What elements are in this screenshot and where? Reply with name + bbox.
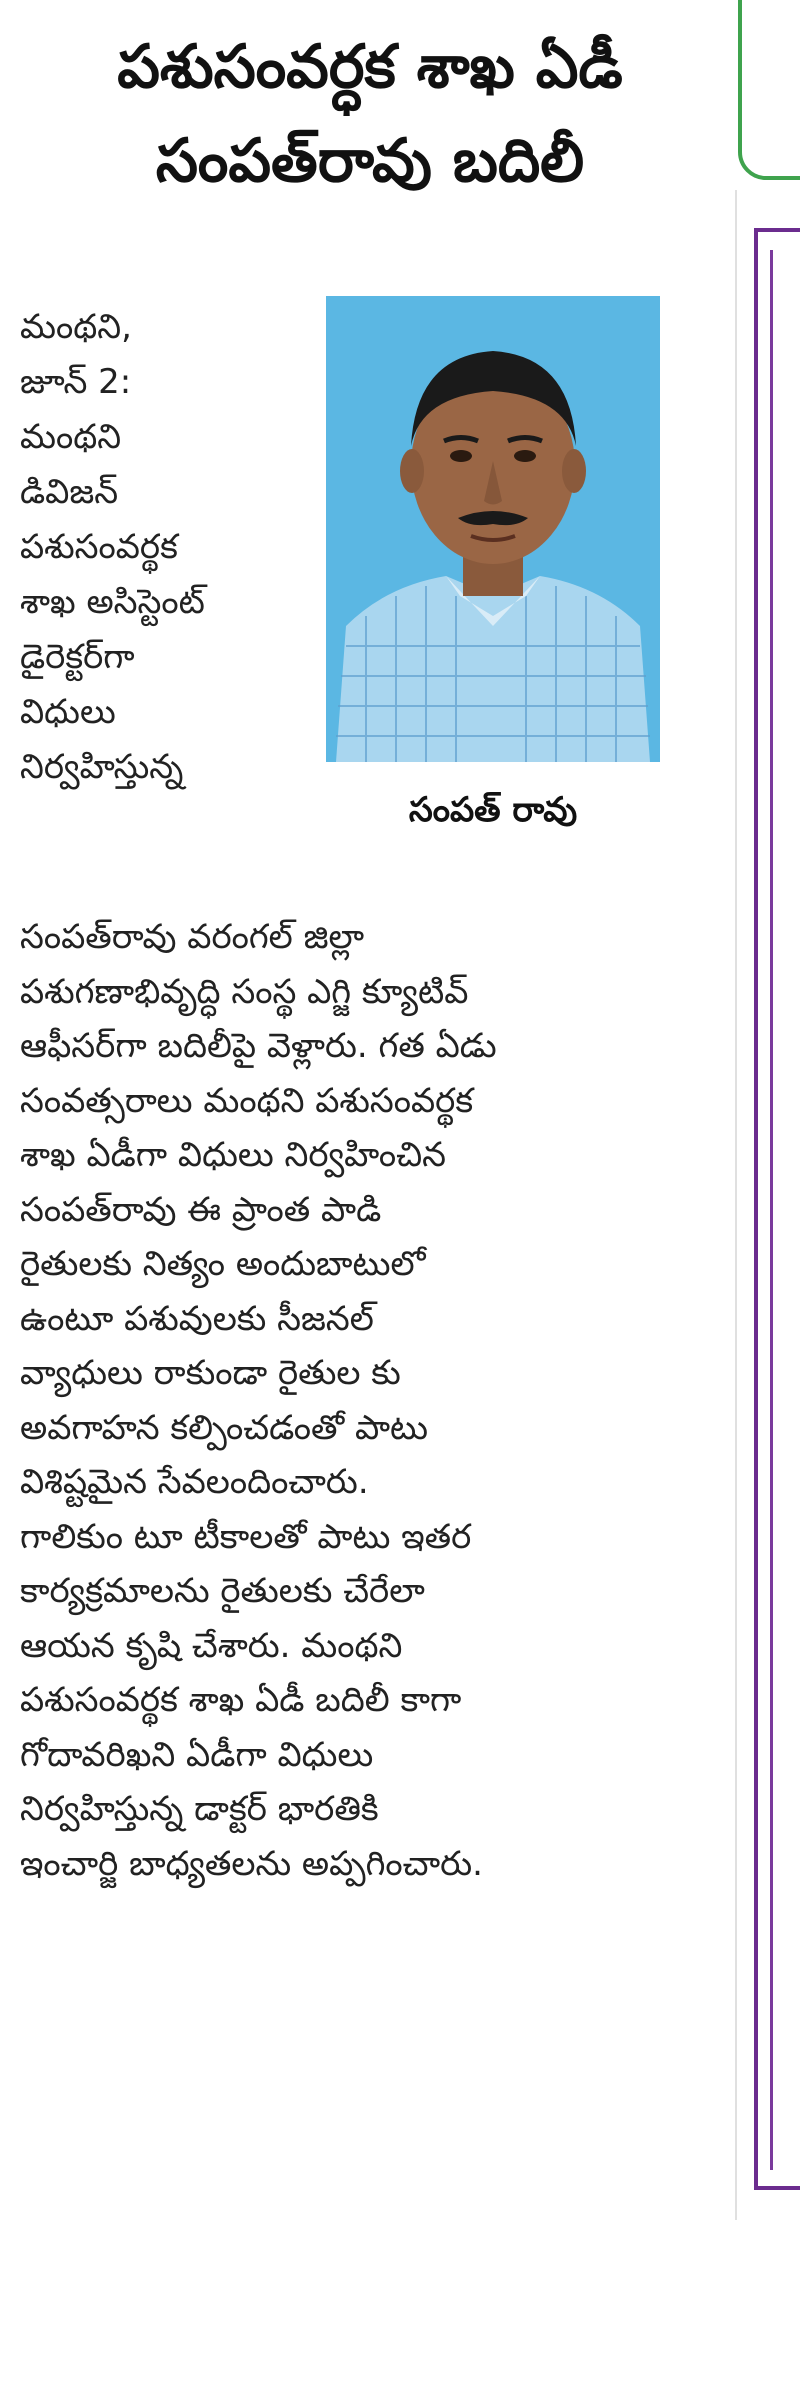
body-line: ఆఫీసర్‌గా బదిలీపై వెళ్లారు. గత ఏడు xyxy=(20,1026,497,1066)
body-line: రైతులకు నిత్యం అందుబాటులో xyxy=(20,1244,426,1284)
body-line: సంపత్‌రావు వరంగల్ జిల్లా xyxy=(20,917,365,957)
body-line: శాఖ ఏడీగా విధులు నిర్వహించిన xyxy=(20,1135,447,1175)
article-body-narrow-column xyxy=(20,300,320,795)
body-line: వ్యాధులు రాకుండా రైతుల కు xyxy=(20,1353,401,1393)
headline-line-2: సంపత్‌రావు బదిలీ xyxy=(155,126,585,196)
body-line: గాలికుం టూ టీకాలతో పాటు ఇతర xyxy=(20,1516,472,1557)
body-line: ఇంచార్జి బాధ్యతలను అప్పగించారు. xyxy=(20,1843,483,1884)
body-line: నిర్వహిస్తున్న xyxy=(20,747,184,787)
photo-caption: సంపత్ రావు xyxy=(408,790,578,830)
body-line: పశుసంవర్థక శాఖ ఏడీ బదిలీ కాగా xyxy=(20,1680,462,1720)
body-line: సంపత్‌రావు ఈ ప్రాంత పాడి xyxy=(20,1189,382,1230)
portrait-illustration xyxy=(326,296,660,762)
body-line: డైరెక్టర్‌గా xyxy=(20,637,135,677)
portrait-photo xyxy=(326,296,660,762)
body-line: మంథని xyxy=(20,417,122,457)
adjacent-article-frame-green xyxy=(738,0,800,180)
body-line: పశుసంవర్థక xyxy=(20,527,178,567)
article-headline xyxy=(0,20,740,208)
article-body-wide-column xyxy=(20,910,680,1891)
body-line: అవగాహన కల్పించడంతో పాటు xyxy=(20,1407,429,1448)
body-line: ఉంటూ పశువులకు సీజనల్ xyxy=(20,1298,374,1339)
body-line: విధులు xyxy=(20,692,116,732)
headline-line-1: పశుసంవర్ధక శాఖ ఏడీ xyxy=(117,32,623,102)
body-line: సంవత్సరాలు మంథని పశుసంవర్థక xyxy=(20,1080,474,1121)
body-line: విశిష్టమైన సేవలందించారు. xyxy=(20,1462,369,1502)
body-line: నిర్వహిస్తున్న డాక్టర్ భారతికి xyxy=(20,1789,379,1829)
body-line: పశుగణాభివృద్ధి సంస్థ ఎగ్జి క్యూటివ్ xyxy=(20,971,469,1012)
body-line: శాఖ అసిస్టెంట్ xyxy=(20,582,205,622)
body-line: కార్యక్రమాలను రైతులకు చేరేలా xyxy=(20,1571,425,1611)
body-line: ఆయన కృషి చేశారు. మంథని xyxy=(20,1625,403,1666)
body-line: మంథని, xyxy=(20,307,132,347)
body-line: జూన్ 2: xyxy=(20,362,132,402)
adjacent-article-inner-rule xyxy=(770,250,800,2170)
column-divider xyxy=(735,190,737,2220)
body-line: గోదావరిఖని ఏడీగా విధులు xyxy=(20,1734,374,1775)
body-line: డివిజన్ xyxy=(20,472,119,512)
